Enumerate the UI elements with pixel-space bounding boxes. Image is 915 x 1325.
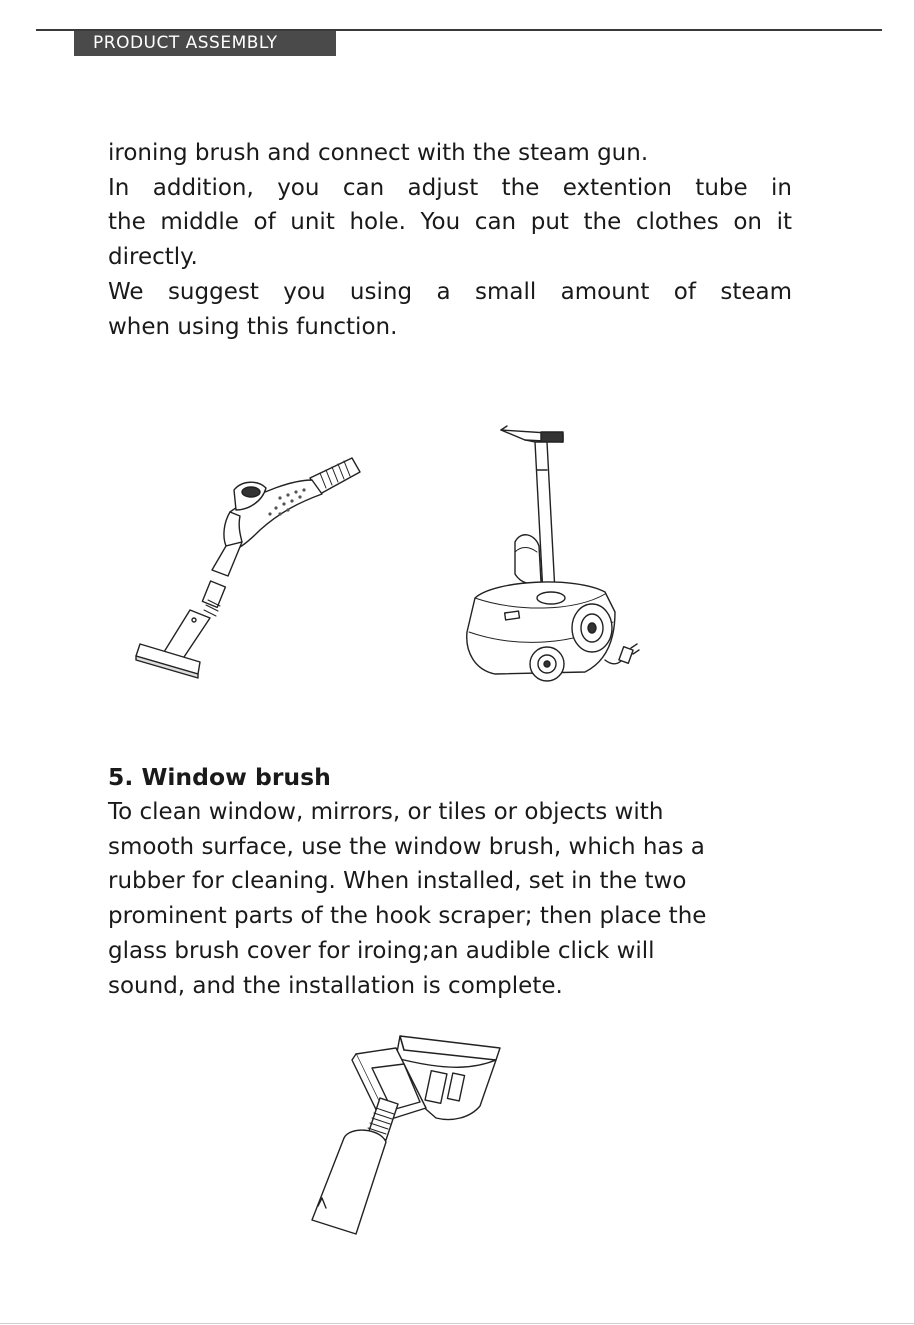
text-line: ironing brush and connect with the steam gun. xyxy=(108,140,649,166)
text-line: prominent parts of the hook scraper; then place the xyxy=(108,903,707,930)
section-heading: 5. Window brush xyxy=(108,763,331,791)
section5-paragraph xyxy=(108,795,792,1003)
text-line: sound, and the installation is complete. xyxy=(108,972,563,999)
text-line: We suggest you using a small amount of steam xyxy=(108,278,792,305)
section-label: PRODUCT ASSEMBLY xyxy=(74,31,336,56)
window-brush-illustration xyxy=(300,1028,510,1238)
text-line: In addition, you can adjust the extention tube in xyxy=(108,174,792,201)
text-line: glass brush cover for iroing;an audible click will xyxy=(108,937,655,964)
text-line: smooth surface, use the window brush, which has a xyxy=(108,833,705,860)
page-edge-bottom xyxy=(0,1323,915,1324)
steamer-unit-illustration xyxy=(455,422,645,692)
text-line: the middle of unit hole. You can put the clothes on it xyxy=(108,209,792,236)
text-line: rubber for cleaning. When installed, set in the two xyxy=(108,868,687,895)
text-line: when using this function. xyxy=(108,313,398,340)
text-line: To clean window, mirrors, or tiles or objects with xyxy=(108,799,664,825)
steam-gun-illustration xyxy=(130,450,370,680)
text-line: directly. xyxy=(108,244,198,271)
intro-paragraph xyxy=(108,136,792,344)
